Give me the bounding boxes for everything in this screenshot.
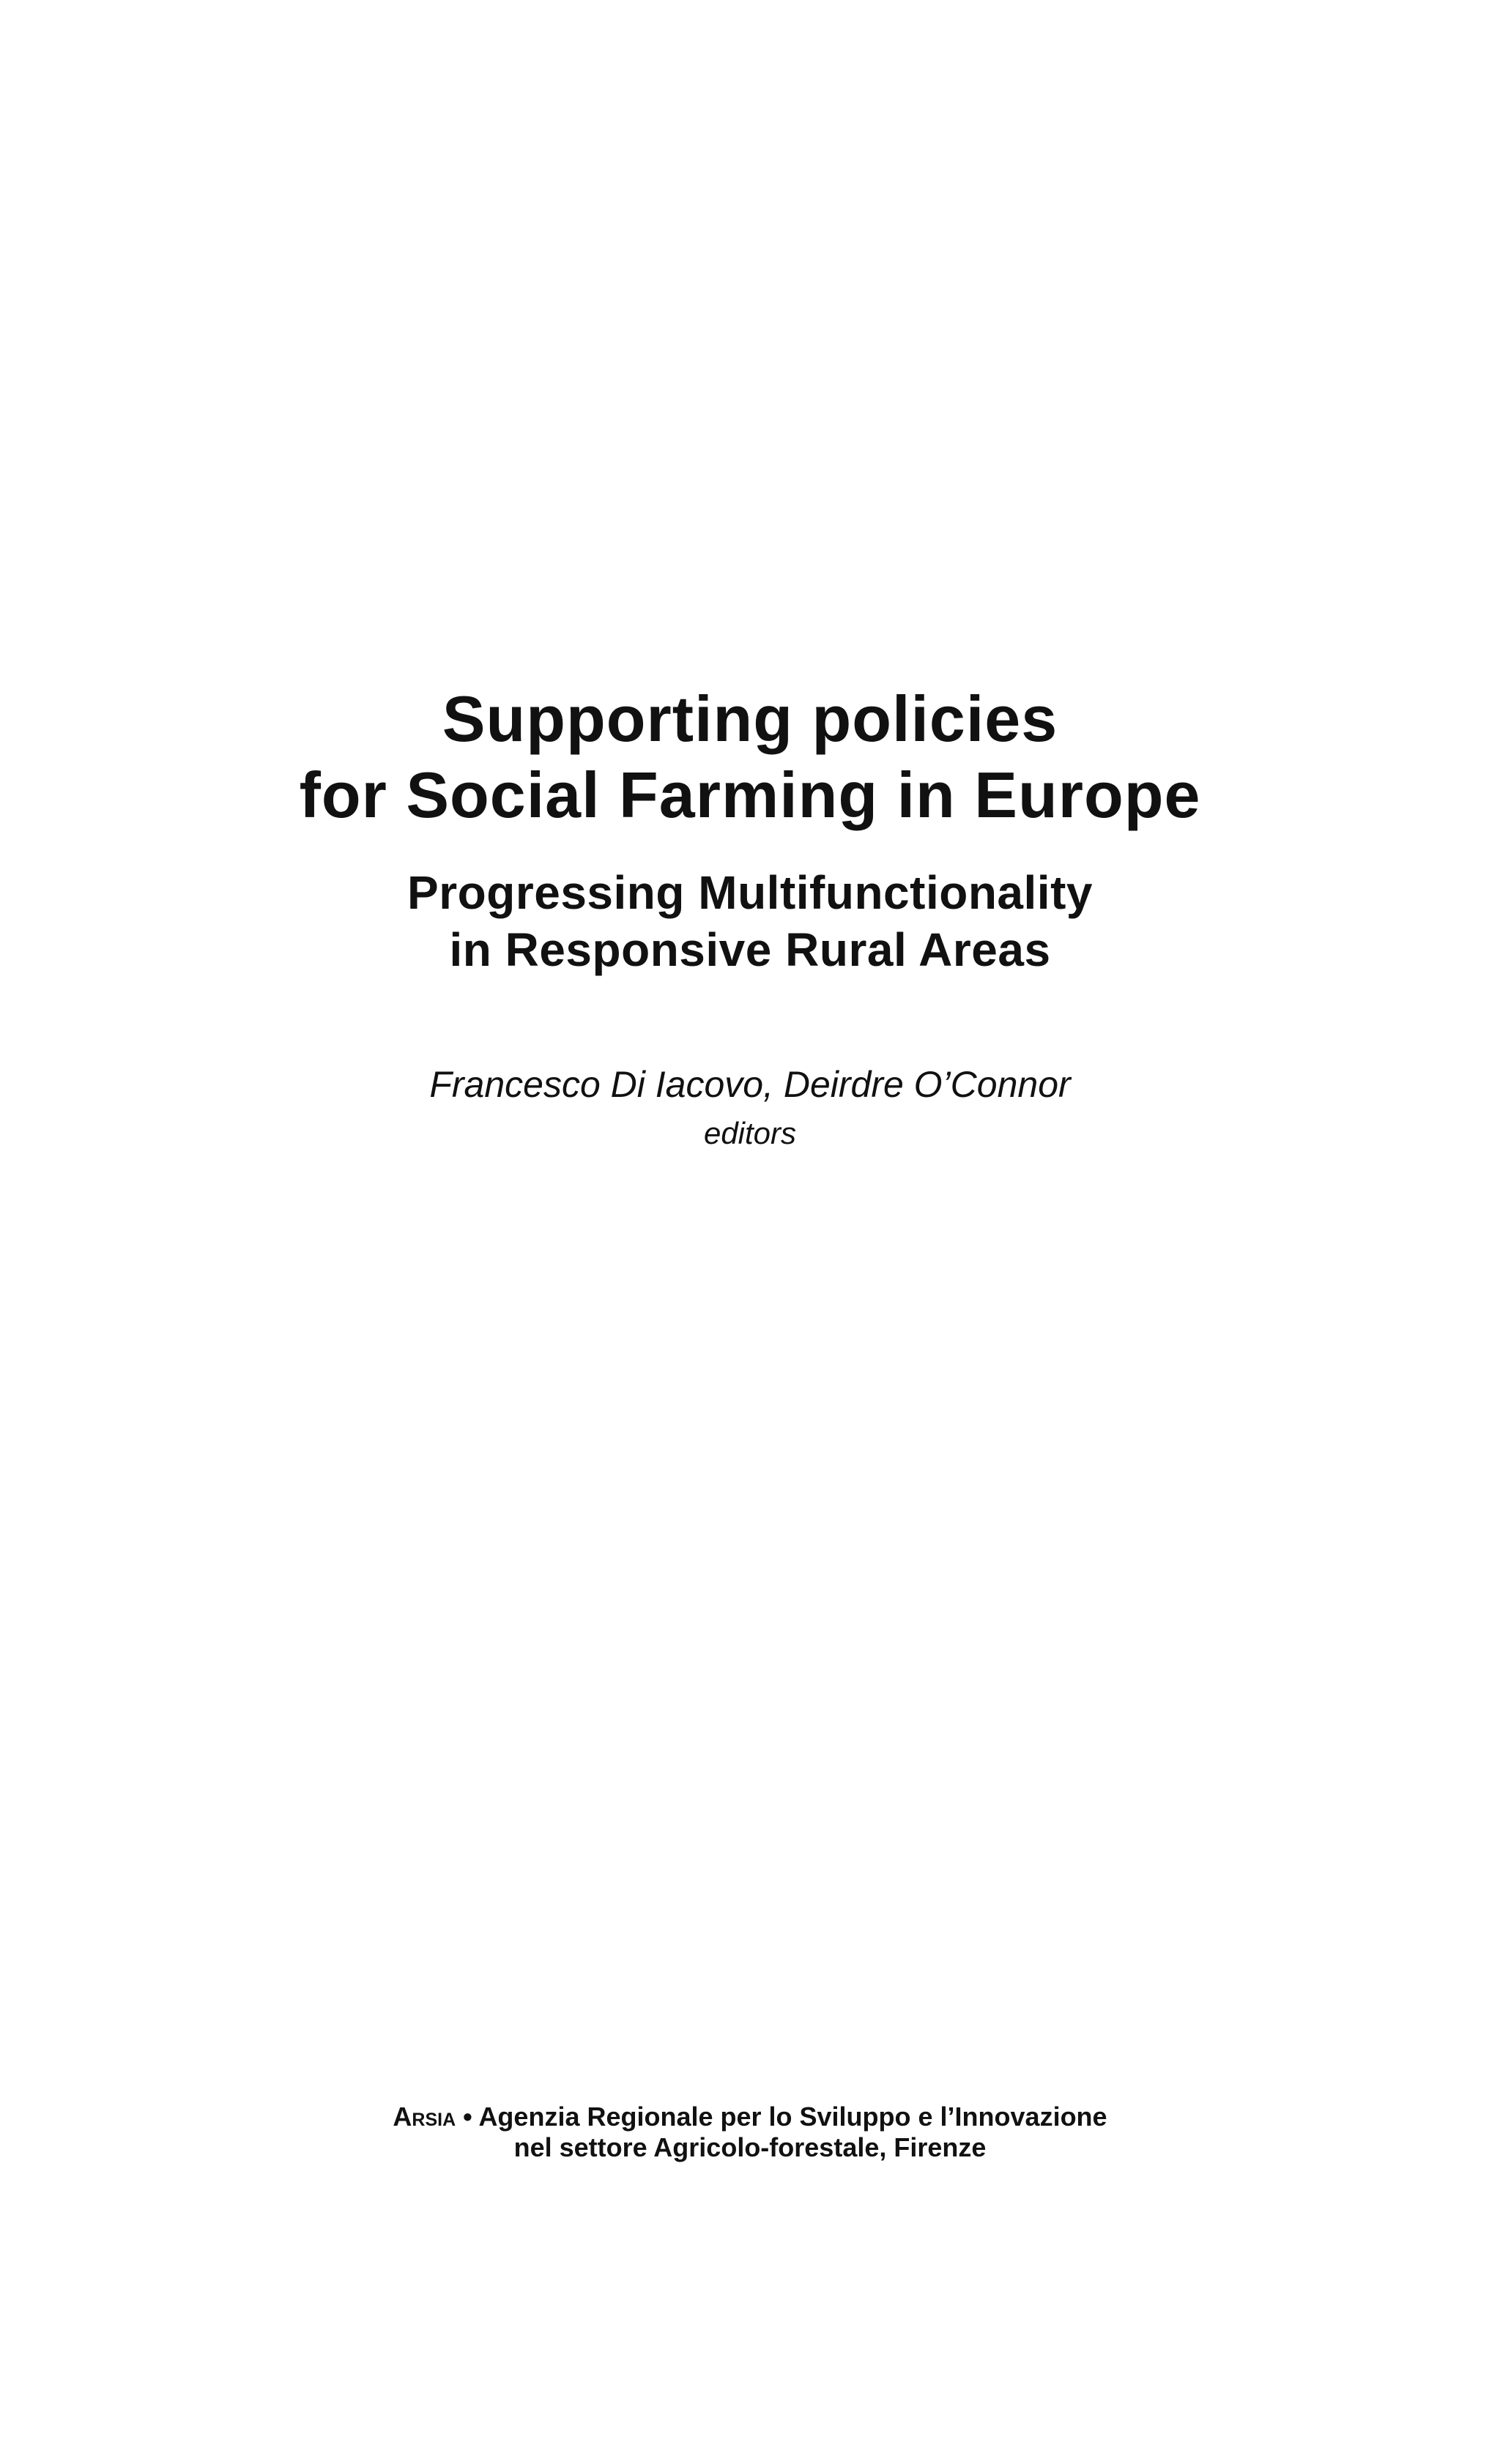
publisher-name: Agenzia Regionale per lo Sviluppo e l’Innovazione	[478, 2102, 1107, 2132]
title-line-1: Supporting policies	[442, 682, 1058, 755]
publisher-abbreviation: Arsia	[393, 2102, 456, 2132]
editors-names: Francesco Di Iacovo, Deirdre O’Connor	[429, 1064, 1071, 1105]
subtitle-line-2: in Responsive Rural Areas	[449, 923, 1051, 976]
publisher-line-1	[0, 2102, 1500, 2132]
publisher-separator: •	[456, 2102, 479, 2132]
publisher-imprint	[0, 2102, 1500, 2163]
book-subtitle	[0, 864, 1500, 978]
subtitle-line-1: Progressing Multifunctionality	[407, 866, 1093, 919]
editors-label: editors	[703, 1116, 797, 1150]
book-title	[0, 681, 1500, 833]
publisher-line-2: nel settore Agricolo-forestale, Firenze	[513, 2132, 987, 2162]
title-line-2: for Social Farming in Europe	[299, 759, 1201, 831]
